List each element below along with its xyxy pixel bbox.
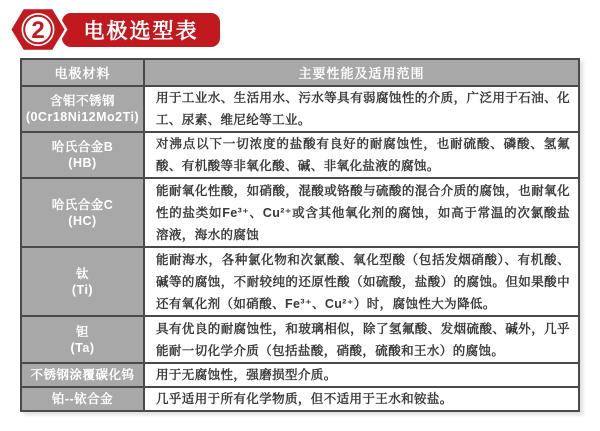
table-row-hastelloy-c — [21, 178, 579, 247]
material-grade: (0Cr18Ni12Mo2Ti) — [25, 110, 140, 124]
material-cell — [21, 387, 144, 411]
section-title: 电极选型表 — [83, 20, 199, 43]
description-cell: 对沸点以下一切浓度的盐酸有良好的耐腐蚀性，也耐硫酸、磷酸、氢氟酸、有机酸等非氧化酸、碱、非氧化盐液的腐蚀。 — [144, 132, 579, 178]
material-cell — [21, 178, 144, 247]
material-cell — [21, 86, 144, 132]
material-name: 含钼不锈钢 — [49, 94, 115, 108]
description-cell: 几乎适用于所有化学物质，但不适用于王水和铵盐。 — [144, 387, 579, 411]
table-row-hastelloy-b — [21, 132, 579, 178]
material-name: 哈氏合金C — [51, 197, 114, 212]
badge-number: 2 — [31, 17, 45, 44]
description-cell: 能耐氧化性酸，如硝酸，混酸或铬酸与硫酸的混合介质的腐蚀，也耐氧化性的盐类如Fe³⁺、Cu²⁺或含其他氧化剂的腐蚀，如高于常温的次氯酸盐溶液，海水的腐蚀 — [144, 178, 579, 247]
column-header-performance: 主要性能及适用范围 — [144, 59, 579, 86]
material-name: 哈氏合金B — [51, 140, 114, 154]
table-row-titanium — [21, 247, 579, 316]
column-header-material: 电极材料 — [21, 59, 144, 86]
step-number-badge-icon — [8, 6, 68, 53]
material-grade: (Ta) — [70, 340, 95, 355]
table-row-tantalum — [21, 316, 579, 363]
description-cell: 能耐海水，各种氯化物和次氯酸、氧化型酸（包括发烟硝酸）、有机酸、碱等的腐蚀，不耐较纯的还原性酸（如硫酸，盐酸）的腐蚀。但如果酸中还有氧化剂（如硝酸、Fe³⁺、Cu²⁺）时，腐蚀性大为降低。 — [144, 247, 579, 316]
material-grade: (HB) — [68, 156, 97, 170]
description-cell: 具有优良的耐腐蚀性，和玻璃相似，除了氢氟酸、发烟硫酸、碱外，几乎能耐一切化学介质（包括盐酸，硝酸，硫酸和王水）的腐蚀。 — [144, 316, 579, 363]
material-cell — [21, 363, 144, 387]
electrode-selection-table — [20, 58, 580, 412]
material-cell — [21, 132, 144, 178]
section-title-banner — [62, 13, 220, 47]
material-cell — [21, 316, 144, 363]
table-header-row — [21, 59, 579, 86]
material-grade: (HC) — [68, 213, 97, 228]
material-name: 钛 — [75, 266, 89, 281]
material-name: 钽 — [75, 324, 89, 339]
description-cell: 用于工业水、生活用水、污水等具有弱腐蚀性的介质，广泛用于石油、化工、尿素、维尼纶等工业。 — [144, 86, 579, 132]
table-row-tungsten-carbide-coated — [21, 363, 579, 387]
material-cell — [21, 247, 144, 316]
table-row-platinum-iridium — [21, 387, 579, 411]
material-name: 不锈钢涂覆碳化钨 — [30, 368, 135, 382]
material-grade: (Ti) — [71, 282, 94, 297]
material-name: 铂--铱合金 — [51, 392, 114, 406]
table-row-molybdenum-stainless — [21, 86, 579, 132]
description-cell: 用于无腐蚀性，强磨损型介质。 — [144, 363, 579, 387]
